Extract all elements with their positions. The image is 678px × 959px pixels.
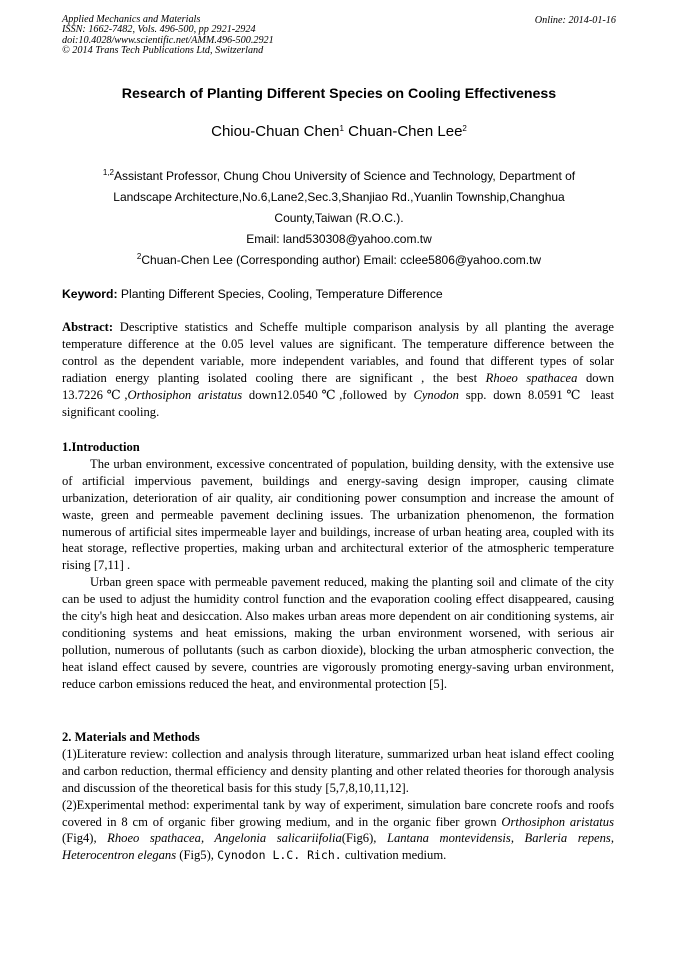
- abstract-text-3: down12.0540℃,followed by: [242, 387, 414, 402]
- affil-mark-1: 1,2: [102, 168, 114, 177]
- methods-text-2a: (2)Experimental method: experimental tank by way of experiment, simulation bare concrete roofs and roofs covered in 8 cm of organic fiber growing medium, and in the organic fiber grown: [62, 797, 614, 829]
- keywords: [62, 287, 443, 301]
- author-2: Chuan-Chen Lee: [348, 123, 463, 140]
- affil-line-5: Chuan-Chen Lee (Corresponding author) Email: cclee5806@yahoo.com.tw: [141, 253, 542, 267]
- methods-paragraph-2: [62, 797, 614, 865]
- author-1-affil-mark: 1: [339, 124, 344, 133]
- species-rhoeo: Rhoeo spathacea: [485, 370, 578, 385]
- species-separator: ,: [210, 848, 218, 863]
- abstract-text-1: Descriptive statistics and Scheffe multiple comparison analysis by all planting the average temperature difference at the 0.05 level values are significant. The temperature difference between the control as the dependent variable, more independent variables, and found that different types of solar radiation energy planting isolated cooling there are significant , the best: [62, 320, 614, 385]
- methods-text-2b: cultivation medium.: [341, 848, 447, 863]
- affil-line-3: County,Taiwan (R.O.C.).: [274, 211, 404, 225]
- author-1: Chiou-Chuan Chen: [211, 123, 340, 140]
- introduction-paragraph-2: Urban green space with permeable pavement reduced, making the planting soil and climate of the city can be used to adjust the humidity control function and the evaporation cooling effect disappeared, causing the city's high heat and desiccation. Also makes urban areas more dependent on air conditioning systems, air conditioning systems and heat emissions, making the urban environment worsened, with serious air pollution, numerous of pollutants (such as carbon dioxide), blocking the urban atmospheric convection, the heat island effect caused by severe, countries are vigorously promoting energy-saving urban environment, reduce carbon emissions reduced the heat, and environmental protection [5].: [62, 575, 614, 691]
- affil-line-2: Landscape Architecture,No.6,Lane2,Sec.3,Shanjiao Rd.,Yuanlin Township,Changhua: [113, 190, 565, 204]
- keywords-label: Keyword:: [62, 287, 118, 301]
- species-list-b: , Lantana montevidensis, Barleria repens, Heterocentron elegans: [62, 831, 614, 863]
- introduction-section: [62, 439, 614, 693]
- online-date: Online: 2014-01-16: [534, 15, 616, 26]
- methods-section: [62, 729, 614, 864]
- affil-email-1: Email: land530308@yahoo.com.tw: [246, 232, 432, 246]
- author-2-affil-mark: 2: [462, 124, 467, 133]
- species-list-a: , Rhoeo spathacea, Angelonia salicariifolia: [93, 831, 342, 846]
- abstract: [62, 319, 614, 420]
- introduction-paragraph-1: The urban environment, excessive concentrated of population, building density, with the extensive use of artificial impervious pavement, buildings and energy-saving design improper, causing climate urbanization, deterioration of air quality, air conditioning power consumption and increase the amount of waste, green and permeable pavement declining issues. The urbanization phenomenon, the formation numerous of artificial sites impermeable layer and buildings, increase of urban heating area, coupled with its heat storage, reflective properties, making urban and architectural exterior of the atmospheric temperature rising [7,11] .: [62, 456, 614, 573]
- paper-title: Research of Planting Different Species on Cooling Effectiveness: [121, 86, 557, 102]
- affil-line-1: Assistant Professor, Chung Chou University of Science and Technology, Department of: [113, 169, 576, 183]
- affil-mark-2: 2: [136, 252, 142, 261]
- figure-ref-4: (Fig4): [62, 831, 94, 846]
- species-orthosiphon-fig4: Orthosiphon aristatus: [501, 814, 614, 829]
- figure-ref-6: (Fig6): [341, 831, 374, 846]
- keywords-text: Planting Different Species, Cooling, Temperature Difference: [117, 287, 443, 301]
- journal-name: Applied Mechanics and Materials: [62, 14, 201, 25]
- abstract-text-2: down 13.7226℃,: [62, 370, 614, 402]
- copyright-line: © 2014 Trans Tech Publications Ltd, Switzerland: [62, 45, 264, 57]
- section-heading-methods: 2. Materials and Methods: [62, 730, 200, 744]
- section-heading-introduction: 1.Introduction: [62, 440, 140, 454]
- species-orthosiphon: Orthosiphon aristatus: [127, 387, 243, 402]
- methods-paragraph-1: (1)Literature review: collection and analysis through literature, summarized urban heat island effect cooling and carbon reduction, thermal efficiency and density planting and other related theories for thorough analysis and discussion of the theoretical basis for this study [5,7,8,10,11,12].: [62, 746, 614, 795]
- abstract-label: Abstract:: [62, 320, 114, 334]
- running-header: [62, 15, 274, 57]
- species-cynodon-rich: Cynodon L.C. Rich.: [217, 848, 342, 863]
- species-cynodon: Cynodon: [413, 387, 459, 402]
- issn-line: ISSN: 1662-7482, Vols. 496-500, pp 2921-2924: [62, 24, 256, 36]
- author-list: [0, 123, 678, 140]
- figure-ref-5: (Fig5): [176, 848, 211, 863]
- doi-line: doi:10.4028/www.scientific.net/AMM.496-500.2921: [62, 34, 274, 46]
- abstract-text-4: spp. down 8.0591℃ least significant cooling.: [62, 387, 614, 419]
- affiliation-block: [62, 166, 616, 271]
